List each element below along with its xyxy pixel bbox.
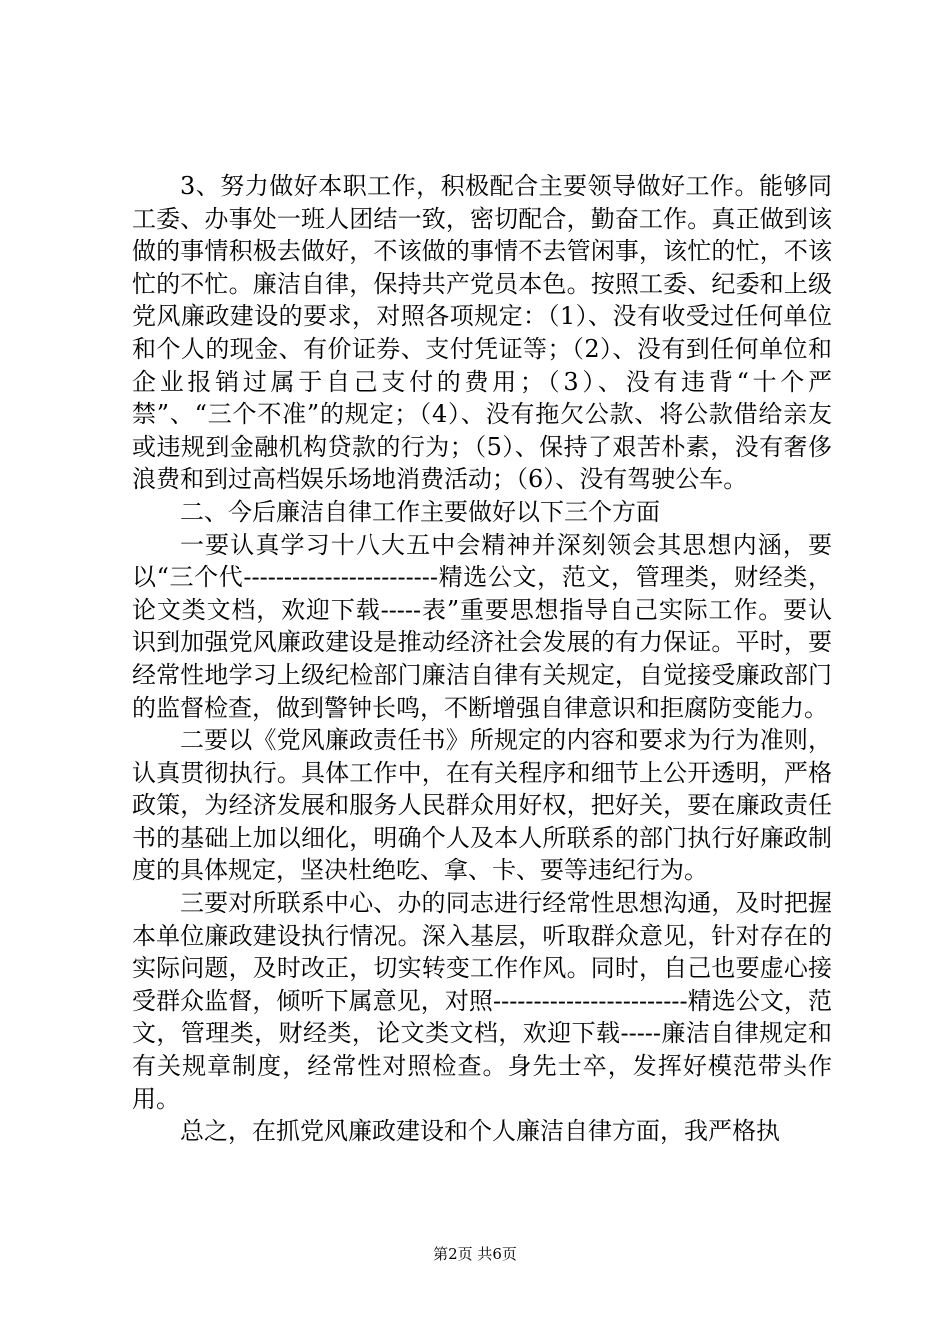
paragraph-conclusion: 总之，在抓党风廉政建设和个人廉洁自律方面，我严格执 <box>180 1117 780 1146</box>
paragraph-self-discipline-record: 3、努力做好本职工作，积极配合主要领导做好工作。能够同工委、办事处一班人团结一致，密切配合，勤奋工作。真正做到该做的事情积极去做好，不该做的事情不去管闲事，该忙的忙，不该忙的不忙。廉洁自律，保持共产党员本色。按照工委、纪委和上级党风廉政建设的要求，对照各项规定：（1）、没有收受过任何单位和个人的现金、有价证券、支付凭证等；（2）、没有到任何单位和企业报销过属于自己支付的费用；（3）、没有违背“十个严禁”、“三个不准”的规定；（4）、没有拖欠公款、将公款借给亲友或违规到金融机构贷款的行为；（5）、保持了艰苦朴素，没有奢侈浪费和到过高档娱乐场地消费活动；（6）、没有驾驶公车。 <box>132 172 832 494</box>
section-heading-future-work: 二、今后廉洁自律工作主要做好以下三个方面 <box>180 497 660 526</box>
paragraph-responsibility-requirement: 二要以《党风廉政责任书》所规定的内容和要求为行为准则，认真贯彻执行。具体工作中，在有关程序和细节上公开透明，严格政策，为经济发展和服务人民群众用好权，把好关，要在廉政责任书的基础上加以细化，明确个人及本人所联系的部门执行好廉政制度的具体规定，坚决杜绝吃、拿、卡、要等违纪行为。 <box>132 726 832 885</box>
page-number-footer: 第2页 共6页 <box>433 1245 517 1263</box>
document-body <box>132 170 832 1148</box>
paragraph-communication-requirement: 三要对所联系中心、办的同志进行经常性思想沟通，及时把握本单位廉政建设执行情况。深入基层，听取群众意见，针对存在的实际问题，及时改正，切实转变工作作风。同时，自己也要虚心接受群众监督，倾听下属意见，对照------------------------精选公文，范文，管理类，财经类，论文类文档，欢迎下载-----廉洁自律规定和有关规章制度，经常性对照检查。身先士卒，发挥好模范带头作用。 <box>132 889 832 1113</box>
paragraph-study-requirement: 一要认真学习十八大五中会精神并深刻领会其思想内涵，要以“三个代------------------------精选公文，范文，管理类，财经类，论文类文档，欢迎下载-----表”重要思想指导自己实际工作。要认识到加强党风廉政建设是推动经济社会发展的有力保证。平时，要经常性地学习上级纪检部门廉洁自律有关规定，自觉接受廉政部门的监督检查，做到警钟长鸣，不断增强自律意识和拒腐防变能力。 <box>132 530 832 722</box>
